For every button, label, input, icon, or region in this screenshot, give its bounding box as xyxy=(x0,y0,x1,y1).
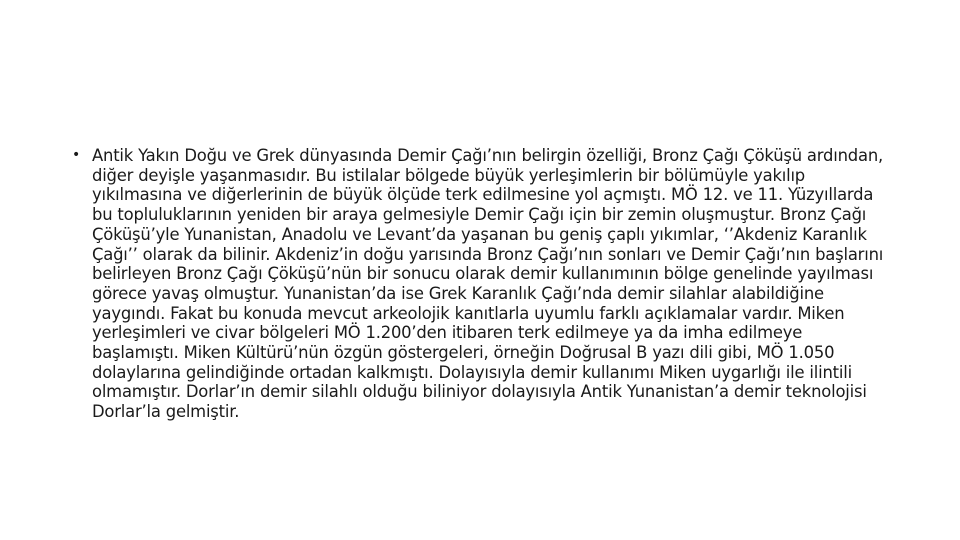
bullet-item xyxy=(72,146,892,422)
bullet-paragraph: Antik Yakın Doğu ve Grek dünyasında Demir Çağı’nın belirgin özelliği, Bronz Çağı Çöküşü ardından, diğer deyişle yaşanmasıdır. Bu istilalar bölgede büyük yerleşimlerin bir bölümüyle yakılıp yıkılmasına ve diğerlerinin de büyük ölçüde terk edilmesine yol açmıştı. MÖ 12. ve 11. Yüzyıllarda bu topluluklarının yeniden bir araya gelmesiyle Demir Çağı için bir zemin oluşmuştur. Bronz Çağı Çöküşü’yle Yunanistan, Anadolu ve Levant’da yaşanan bu geniş çaplı yıkımlar, ‘’Akdeniz Karanlık Çağı’’ olarak da bilinir. Akdeniz’in doğu yarısında Bronz Çağı’nın sonları ve Demir Çağı’nın başlarını belirleyen Bronz Çağı Çöküşü’nün bir sonucu olarak demir kullanımının bölge genelinde yayılması görece yavaş olmuştur. Yunanistan’da ise Grek Karanlık Çağı’nda demir silahlar alabildiğine yaygındı. Fakat bu konuda mevcut arkeolojik kanıtlarla uyumlu farklı açıklamalar vardır. Miken yerleşimleri ve civar bölgeleri MÖ 1.200’den itibaren terk edilmeye ya da imha edilmeye başlamıştı. Miken Kültürü’nün özgün göstergeleri, örneğin Doğrusal B yazı dili gibi, MÖ 1.050 dolaylarına gelindiğinde ortadan kalkmıştı. Dolayısıyla demir kullanımı Miken uygarlığı ile ilintili olmamıştır. Dorlar’ın demir silahlı olduğu biliniyor dolayısıyla Antik Yunanistan’a demir teknolojisi Dorlar’la gelmiştir. xyxy=(92,146,884,422)
bullet-icon: • xyxy=(72,147,81,163)
slide-content xyxy=(72,146,892,422)
